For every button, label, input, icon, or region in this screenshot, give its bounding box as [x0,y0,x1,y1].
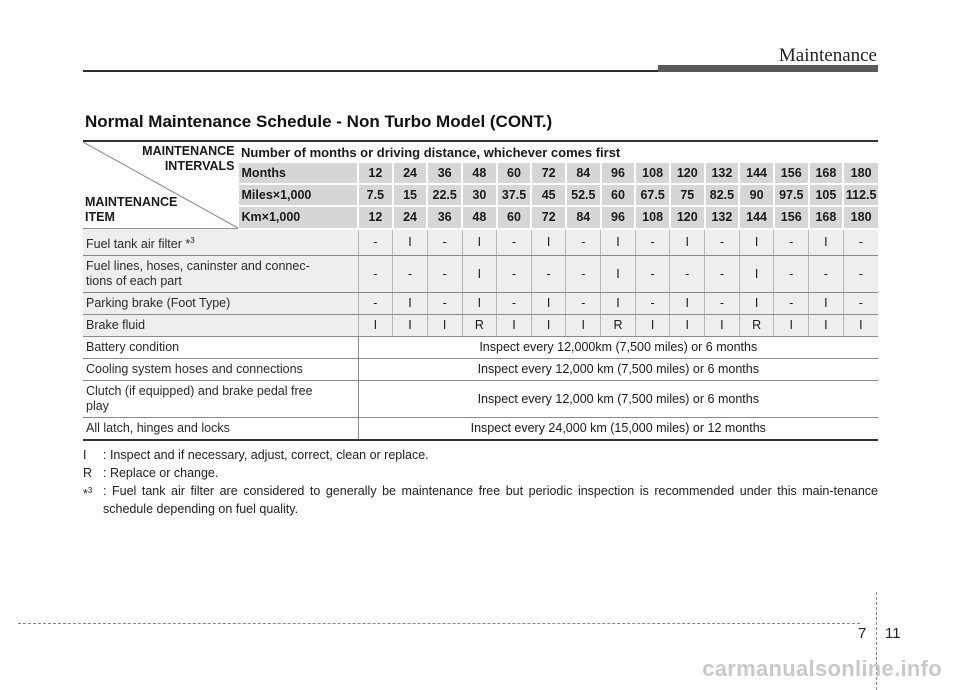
item-name: Clutch (if equipped) and brake pedal free play [83,380,358,417]
interval-value: 97.5 [774,184,809,206]
interval-header-title: Number of months or driving distance, whichever comes first [238,141,878,163]
table-row [83,255,878,292]
schedule-cell: - [497,255,532,292]
schedule-cell: - [635,292,670,314]
interval-value: 180 [843,163,878,185]
schedule-cell: - [774,255,809,292]
interval-value: 15 [393,184,428,206]
schedule-cell: - [427,229,462,256]
interval-value: 105 [809,184,844,206]
schedule-cell: I [531,314,566,336]
interval-value: 22.5 [427,184,462,206]
schedule-cell: I [843,314,878,336]
table-row [83,336,878,358]
schedule-cell: I [497,314,532,336]
interval-value: 72 [531,206,566,228]
schedule-cell: - [497,229,532,256]
schedule-cell: I [809,229,844,256]
interval-value: 108 [635,163,670,185]
schedule-cell: I [531,229,566,256]
interval-value: 36 [427,163,462,185]
interval-value: 132 [705,206,740,228]
note-replace [83,464,878,482]
note-key: I [83,448,87,462]
note-inspect [83,446,878,464]
interval-value: 112.5 [843,184,878,206]
interval-value: 24 [393,206,428,228]
schedule-cell: I [358,314,393,336]
interval-value: 36 [427,206,462,228]
schedule-cell: - [358,255,393,292]
schedule-cell: - [705,255,740,292]
schedule-cell: R [601,314,636,336]
schedule-cell: I [462,229,497,256]
schedule-cell: - [809,255,844,292]
item-name: Brake fluid [83,314,358,336]
schedule-cell: I [393,314,428,336]
note-text: : Replace or change. [103,466,219,480]
schedule-cell: - [358,229,393,256]
maintenance-schedule-table [83,140,878,441]
schedule-cell: I [393,292,428,314]
interval-value: 96 [601,163,636,185]
schedule-cell: I [809,292,844,314]
watermark: carmanualsonline.info [702,656,942,681]
header-rule [83,70,658,72]
interval-value: 96 [601,206,636,228]
inspect-interval-text: Inspect every 12,000km (7,500 miles) or 6 months [358,336,878,358]
schedule-cell: - [670,255,705,292]
schedule-cell: - [531,255,566,292]
interval-value: 90 [739,184,774,206]
schedule-cell: I [774,314,809,336]
schedule-cell: I [566,314,601,336]
schedule-cell: I [427,314,462,336]
interval-value: 108 [635,206,670,228]
interval-value: 37.5 [497,184,532,206]
schedule-cell: R [462,314,497,336]
schedule-cell: - [635,229,670,256]
item-name: All latch, hinges and locks [83,417,358,440]
interval-value: 67.5 [635,184,670,206]
schedule-cell: I [462,255,497,292]
schedule-cell: - [705,292,740,314]
interval-value: 132 [705,163,740,185]
interval-value: 168 [809,206,844,228]
corner-intervals-label: MAINTENANCE INTERVALS [142,144,235,173]
interval-value: 120 [670,206,705,228]
notes [83,446,878,518]
schedule-cell: I [601,229,636,256]
schedule-cell: - [497,292,532,314]
schedule-cell: - [393,255,428,292]
interval-value: 60 [497,206,532,228]
schedule-cell: - [843,292,878,314]
schedule-cell: I [739,229,774,256]
corner-item-label: MAINTENANCE ITEM [85,195,178,224]
interval-value: 180 [843,206,878,228]
interval-value: 84 [566,163,601,185]
inspect-interval-text: Inspect every 24,000 km (15,000 miles) or 12 months [358,417,878,440]
schedule-cell: I [739,255,774,292]
table-row [83,229,878,256]
item-name: Fuel lines, hoses, caninster and connec- tions of each part [83,255,358,292]
section-title: Maintenance [778,45,877,66]
interval-value: 12 [358,206,393,228]
schedule-cell: I [670,229,705,256]
schedule-cell: I [601,255,636,292]
chapter-number: 7 [858,625,867,642]
interval-value: 168 [809,163,844,185]
interval-value: 45 [531,184,566,206]
schedule-cell: - [566,292,601,314]
schedule-cell: I [601,292,636,314]
interval-value: 120 [670,163,705,185]
inspect-interval-text: Inspect every 12,000 km (7,500 miles) or 6 months [358,380,878,417]
schedule-cell: - [358,292,393,314]
schedule-cell: - [427,255,462,292]
interval-value: 7.5 [358,184,393,206]
schedule-cell: - [774,292,809,314]
interval-value: 82.5 [705,184,740,206]
page-number: 11 [885,625,901,642]
note-text: : Inspect and if necessary, adjust, correct, clean or replace. [103,448,429,462]
interval-value: 75 [670,184,705,206]
interval-corner-cell [83,141,238,229]
interval-row-label: Months [238,163,358,185]
item-name: Battery condition [83,336,358,358]
schedule-cell: - [705,229,740,256]
schedule-cell: I [670,314,705,336]
interval-value: 60 [601,184,636,206]
item-name: Parking brake (Foot Type) [83,292,358,314]
schedule-cell: R [739,314,774,336]
interval-value: 156 [774,206,809,228]
schedule-cell: I [635,314,670,336]
interval-value: 24 [393,163,428,185]
note-key: R [83,466,93,480]
note-text: : Fuel tank air filter are considered to generally be maintenance free but periodic inspection is recommended under this main-tenance schedule depending on fuel quality. [103,484,878,516]
inspect-interval-text: Inspect every 12,000 km (7,500 miles) or 6 months [358,358,878,380]
schedule-cell: I [670,292,705,314]
interval-value: 144 [739,206,774,228]
schedule-cell: - [635,255,670,292]
schedule-cell: I [531,292,566,314]
table-row [83,417,878,440]
note-footnote-3 [83,482,878,518]
schedule-cell: I [739,292,774,314]
footer-rule [18,623,860,624]
note-key: *$^3$ [83,486,93,502]
item-name: Cooling system hoses and connections [83,358,358,380]
item-name: Fuel tank air filter *$^3$ [83,229,358,256]
interval-value: 52.5 [566,184,601,206]
interval-value: 72 [531,163,566,185]
schedule-cell: I [705,314,740,336]
interval-value: 30 [462,184,497,206]
interval-value: 48 [462,163,497,185]
table-row [83,380,878,417]
interval-value: 12 [358,163,393,185]
table-row [83,358,878,380]
schedule-cell: I [809,314,844,336]
schedule-cell: I [462,292,497,314]
page-title: Normal Maintenance Schedule - Non Turbo Model (CONT.) [85,112,553,131]
table-row [83,314,878,336]
interval-value: 84 [566,206,601,228]
interval-row-label: Km×1,000 [238,206,358,228]
schedule-cell: - [566,229,601,256]
interval-value: 60 [497,163,532,185]
schedule-cell: - [774,229,809,256]
interval-value: 156 [774,163,809,185]
interval-row-label: Miles×1,000 [238,184,358,206]
interval-value: 48 [462,206,497,228]
schedule-cell: - [427,292,462,314]
schedule-cell: - [843,229,878,256]
schedule-cell: - [566,255,601,292]
schedule-cell: - [843,255,878,292]
interval-value: 144 [739,163,774,185]
schedule-cell: I [393,229,428,256]
table-row [83,292,878,314]
